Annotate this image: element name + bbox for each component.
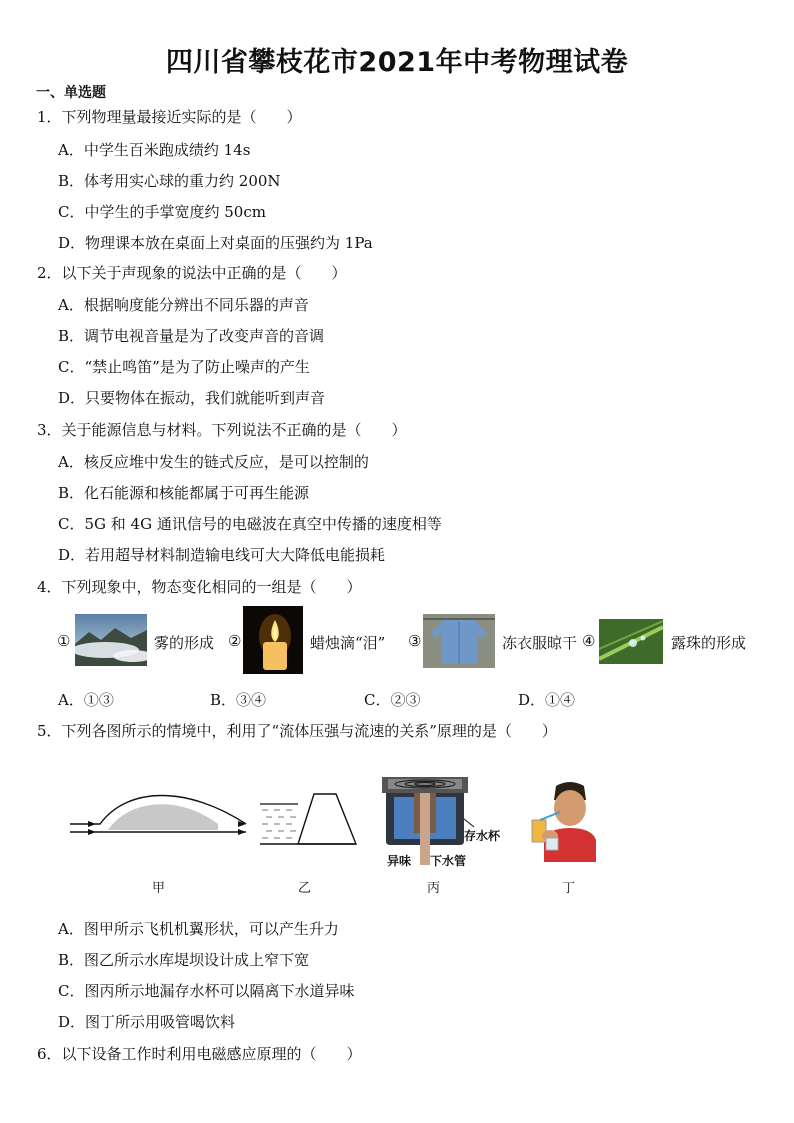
question-2: 2．以下关于声现象的说法中正确的是（ ） (37, 264, 347, 282)
marker-4: ④ (582, 632, 596, 650)
q1-option-b: B．体考用实心球的重力约 200N (58, 172, 281, 190)
q3-option-c: C．5G 和 4G 通讯信号的电磁波在真空中传播的速度相等 (58, 515, 442, 533)
q5-option-a: A．图甲所示飞机机翼形状，可以产生升力 (58, 920, 339, 938)
q3-option-b: B．化石能源和核能都属于可再生能源 (58, 484, 310, 502)
q1-option-a: A．中学生百米跑成绩约 14s (58, 141, 251, 159)
q5-option-d: D．图丁所示用吸管喝饮料 (58, 1013, 236, 1031)
q5-option-c: C．图丙所示地漏存水杯可以隔离下水道异味 (58, 982, 355, 1000)
question-6: 6．以下设备工作时利用电磁感应原理的（ ） (37, 1045, 362, 1063)
label-dew: 露珠的形成 (671, 634, 747, 652)
question-5: 5．下列各图所示的情境中，利用了“流体压强与流速的关系”原理的是（ ） (37, 722, 557, 740)
wing-figure (68, 780, 248, 850)
q5-option-b: B．图乙所示水库堤坝设计成上窄下宽 (58, 951, 310, 969)
q2-option-c: C．“禁止鸣笛”是为了防止噪声的产生 (58, 358, 310, 376)
label-candle: 蜡烛滴“泪” (310, 634, 386, 652)
marker-1: ① (57, 632, 71, 650)
pipe-label: 下水管 (430, 854, 467, 868)
dam-figure (258, 790, 358, 850)
q1-option-d: D．物理课本放在桌面上对桌面的压强约为 1Pa (58, 234, 373, 252)
label-frozen-clothes: 冻衣服晾干 (502, 634, 578, 652)
dew-photo (599, 619, 663, 664)
candle-photo (243, 606, 303, 674)
section-heading: 一、单选题 (36, 85, 106, 101)
q2-option-d: D．只要物体在振动，我们就能听到声音 (58, 389, 326, 407)
odor-label: 异味 (387, 854, 412, 868)
q2-option-b: B．调节电视音量是为了改变声音的音调 (58, 327, 325, 345)
q2-option-a: A．根据响度能分辨出不同乐器的声音 (58, 296, 309, 314)
page-title: 四川省攀枝花市2021年中考物理试卷 (165, 47, 629, 78)
question-1: 1．下列物理量最接近实际的是（ ） (37, 108, 302, 126)
figure-label-bing: 丙 (427, 881, 441, 896)
cup-label: 存水杯 (464, 829, 501, 843)
q4-option-c: C．②③ (364, 691, 421, 709)
q3-option-d: D．若用超导材料制造输电线可大大降低电能损耗 (58, 546, 386, 564)
figure-label-ding: 丁 (562, 881, 576, 896)
label-fog: 雾的形成 (154, 634, 215, 652)
figure-label-jia: 甲 (152, 881, 166, 896)
figure-label-yi: 乙 (298, 881, 312, 896)
marker-3: ③ (408, 632, 422, 650)
question-4: 4．下列现象中，物态变化相同的一组是（ ） (37, 578, 362, 596)
question-3: 3．关于能源信息与材料。下列说法不正确的是（ ） (37, 421, 407, 439)
q4-option-b: B．③④ (210, 691, 267, 709)
q3-option-a: A．核反应堆中发生的链式反应，是可以控制的 (58, 453, 369, 471)
fog-photo (75, 614, 147, 666)
straw-drinking-figure (526, 778, 598, 862)
q1-option-c: C．中学生的手掌宽度约 50cm (58, 203, 266, 221)
frozen-clothes-photo (423, 614, 495, 668)
q4-option-a: A．①③ (58, 691, 114, 709)
marker-2: ② (228, 632, 242, 650)
q4-option-d: D．①④ (518, 691, 576, 709)
